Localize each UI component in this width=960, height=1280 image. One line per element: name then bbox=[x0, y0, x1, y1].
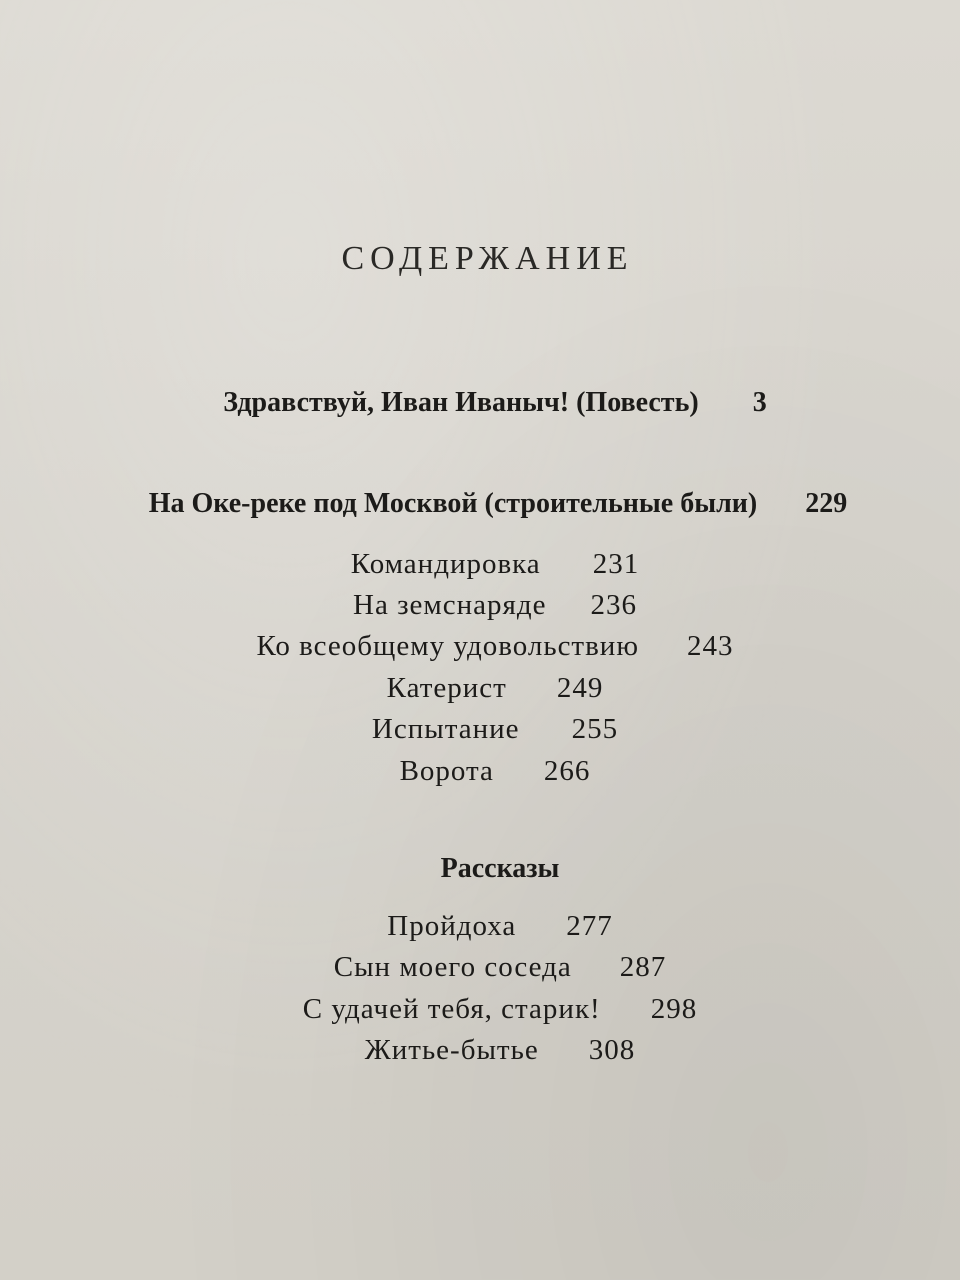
toc-entry-sub bbox=[0, 589, 960, 622]
toc-entry-page: 236 bbox=[590, 589, 637, 621]
toc-entry-page: 255 bbox=[571, 713, 619, 745]
toc-entry-page: 231 bbox=[592, 548, 640, 580]
toc-entry-title: Ко всеобщему удовольствию bbox=[256, 630, 639, 662]
toc-entry-title: Житье-бытье bbox=[364, 1034, 539, 1066]
toc-entry-page: 298 bbox=[650, 993, 698, 1025]
toc-entry-page: 308 bbox=[588, 1034, 636, 1066]
toc-entry-title: Сын моего соседа bbox=[333, 951, 572, 983]
toc-entry-title: Испытание bbox=[371, 713, 520, 745]
toc-entry-page: 287 bbox=[619, 951, 667, 983]
toc-entry-title: Командировка bbox=[350, 548, 541, 580]
toc-entry-title: С удачей тебя, старик! bbox=[302, 993, 601, 1025]
contents-heading: СОДЕРЖАНИЕ bbox=[341, 240, 634, 277]
toc-entry-sub bbox=[0, 548, 960, 581]
toc-entry-page: 277 bbox=[566, 910, 613, 942]
toc-entry-main bbox=[0, 488, 960, 520]
toc-entry-sub bbox=[0, 993, 960, 1026]
toc-entry-sub bbox=[0, 672, 960, 705]
toc-entry-title: На земснаряде bbox=[353, 589, 547, 621]
toc-entry-title: Здравствуй, Иван Иваныч! (Повесть) bbox=[223, 387, 699, 418]
toc-entry-page: 243 bbox=[687, 630, 734, 662]
toc-entry-page: 229 bbox=[805, 488, 848, 519]
toc-entry-title: Катерист bbox=[386, 672, 507, 704]
section-title-stories: Рассказы bbox=[440, 853, 560, 884]
toc-entry-sub bbox=[0, 951, 960, 984]
toc-entry-sub bbox=[0, 755, 960, 788]
toc-entry-title: Пройдоха bbox=[387, 910, 517, 942]
toc-entry-page: 266 bbox=[543, 755, 591, 787]
toc-entry-page: 3 bbox=[752, 387, 767, 418]
toc-entry-sub bbox=[0, 1034, 960, 1067]
toc-entry-page: 249 bbox=[556, 672, 604, 704]
toc-entry-title: Ворота bbox=[399, 755, 494, 787]
toc-entry-main bbox=[0, 387, 960, 419]
toc-entry-sub bbox=[0, 910, 960, 943]
toc-entry-title: На Оке-реке под Москвой (строительные были) bbox=[148, 488, 758, 519]
toc-entry-sub bbox=[0, 630, 960, 663]
toc-entry-sub bbox=[0, 713, 960, 746]
